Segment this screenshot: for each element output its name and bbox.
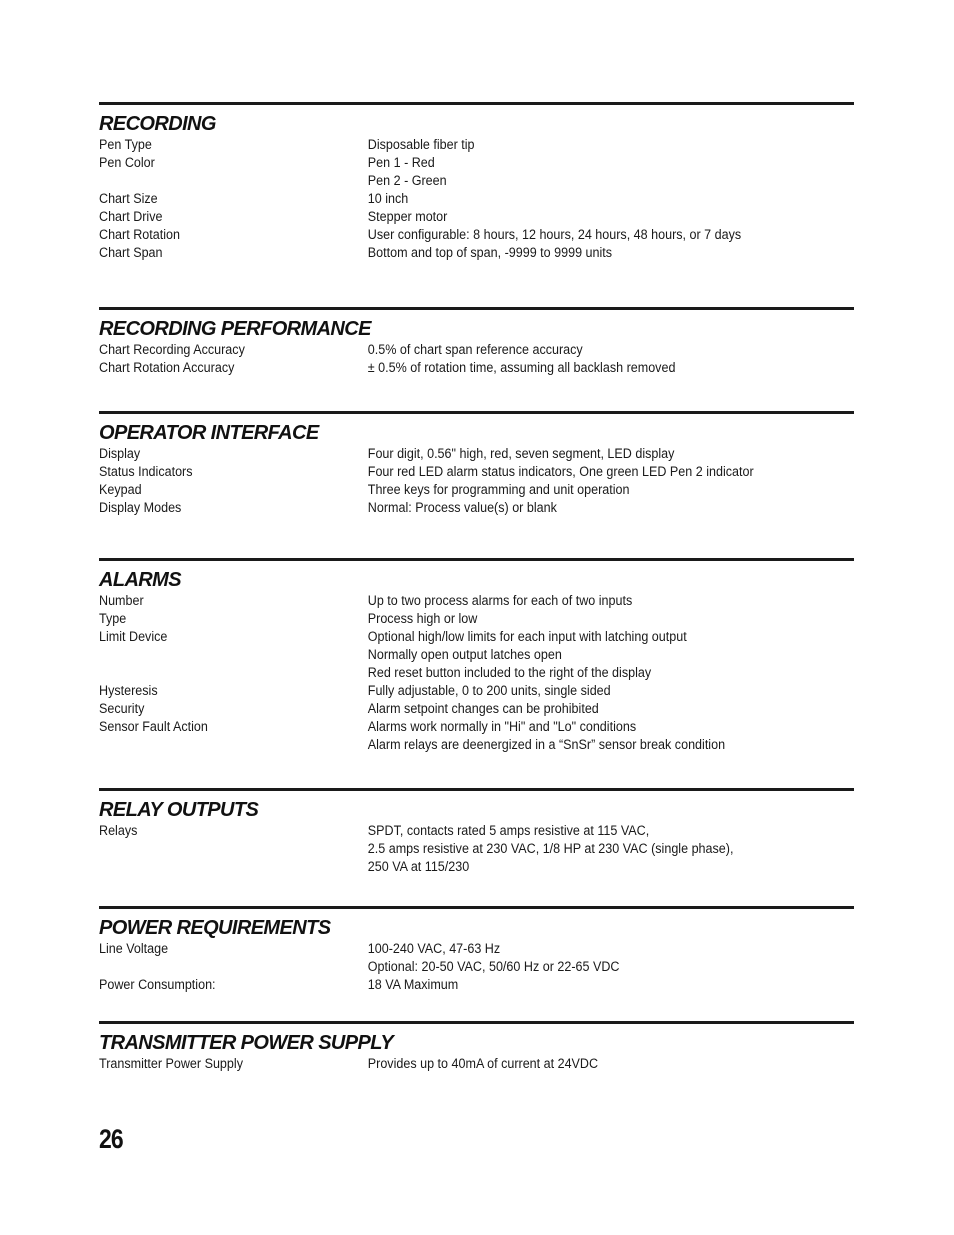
spec-row — [99, 718, 854, 736]
spec-value: Four digit, 0.56" high, red, seven segment, LED display — [367, 446, 675, 461]
spec-row — [99, 154, 854, 172]
spec-label: Chart Size — [99, 191, 158, 206]
section-heading: RELAY OUTPUTS — [99, 799, 259, 821]
spec-label: Pen Type — [99, 137, 152, 152]
spec-label: Chart Drive — [99, 209, 163, 224]
spec-value: 0.5% of chart span reference accuracy — [367, 342, 583, 357]
page-number: 26 — [99, 1124, 123, 1154]
spec-label: Number — [99, 593, 144, 608]
spec-label: Power Consumption: — [99, 977, 216, 992]
spec-row — [99, 700, 854, 718]
spec-row — [99, 646, 854, 664]
spec-row — [99, 244, 854, 262]
section-heading: ALARMS — [99, 569, 181, 591]
spec-rows — [99, 592, 854, 754]
spec-label: Status Indicators — [99, 464, 193, 479]
spec-value: SPDT, contacts rated 5 amps resistive at 115 VAC, — [367, 823, 650, 838]
spec-label: Hysteresis — [99, 683, 158, 698]
spec-label: Chart Rotation Accuracy — [99, 360, 235, 375]
spec-rows — [99, 822, 854, 876]
spec-row — [99, 208, 854, 226]
spec-value: Pen 1 - Red — [367, 155, 435, 170]
spec-row — [99, 682, 854, 700]
spec-row — [99, 1055, 854, 1073]
spec-row — [99, 958, 854, 976]
section-heading: RECORDING PERFORMANCE — [99, 318, 371, 340]
spec-value: Optional: 20-50 VAC, 50/60 Hz or 22-65 VDC — [367, 959, 620, 974]
spec-row — [99, 858, 854, 876]
section-divider — [99, 906, 854, 909]
section-alarms — [99, 558, 854, 754]
spec-label — [99, 858, 368, 876]
spec-value: Provides up to 40mA of current at 24VDC — [367, 1056, 599, 1071]
spec-row — [99, 136, 854, 154]
spec-row — [99, 445, 854, 463]
spec-value: Alarm setpoint changes can be prohibited — [367, 701, 599, 716]
spec-rows — [99, 940, 854, 994]
spec-label — [99, 172, 368, 190]
spec-row — [99, 840, 854, 858]
section-heading: TRANSMITTER POWER SUPPLY — [99, 1032, 394, 1054]
spec-label: Chart Span — [99, 245, 163, 260]
spec-rows — [99, 136, 854, 262]
spec-label: Display — [99, 446, 141, 461]
spec-value: Up to two process alarms for each of two inputs — [367, 593, 633, 608]
section-divider — [99, 558, 854, 561]
spec-label: Pen Color — [99, 155, 155, 170]
spec-label — [99, 646, 368, 664]
spec-label: Chart Rotation — [99, 227, 180, 242]
section-heading: RECORDING — [99, 113, 216, 135]
spec-label: Display Modes — [99, 500, 182, 515]
section-divider — [99, 411, 854, 414]
spec-label — [99, 840, 368, 858]
spec-rows — [99, 445, 854, 517]
spec-rows — [99, 1055, 854, 1073]
section-divider — [99, 1021, 854, 1024]
spec-row — [99, 822, 854, 840]
spec-row — [99, 190, 854, 208]
section-divider — [99, 307, 854, 310]
spec-value: 18 VA Maximum — [367, 977, 459, 992]
spec-row — [99, 499, 854, 517]
spec-label: Limit Device — [99, 629, 168, 644]
spec-row — [99, 359, 854, 377]
spec-row — [99, 664, 854, 682]
spec-value: 100-240 VAC, 47-63 Hz — [367, 941, 501, 956]
section-heading: OPERATOR INTERFACE — [99, 422, 319, 444]
spec-label: Security — [99, 701, 145, 716]
section-operator-interface — [99, 411, 854, 517]
spec-value: Three keys for programming and unit operation — [367, 482, 630, 497]
spec-value: Disposable fiber tip — [367, 137, 475, 152]
section-transmitter-power-supply — [99, 1021, 854, 1073]
spec-value: ± 0.5% of rotation time, assuming all backlash removed — [367, 360, 676, 375]
spec-row — [99, 976, 854, 994]
spec-row — [99, 628, 854, 646]
spec-value: Stepper motor — [367, 209, 448, 224]
section-divider — [99, 102, 854, 105]
section-heading: POWER REQUIREMENTS — [99, 917, 331, 939]
spec-label — [99, 958, 368, 976]
section-power-requirements — [99, 906, 854, 994]
spec-value: Normal: Process value(s) or blank — [367, 500, 557, 515]
spec-value: Process high or low — [367, 611, 478, 626]
spec-label: Line Voltage — [99, 941, 169, 956]
spec-row — [99, 592, 854, 610]
spec-label: Transmitter Power Supply — [99, 1056, 243, 1071]
spec-label: Type — [99, 611, 127, 626]
spec-row — [99, 226, 854, 244]
spec-label: Chart Recording Accuracy — [99, 342, 245, 357]
spec-label: Keypad — [99, 482, 142, 497]
spec-value: 250 VA at 115/230 — [367, 859, 470, 874]
spec-row — [99, 481, 854, 499]
section-recording — [99, 102, 854, 262]
spec-row — [99, 341, 854, 359]
section-divider — [99, 788, 854, 791]
spec-value: Pen 2 - Green — [367, 173, 447, 188]
spec-label — [99, 664, 368, 682]
spec-value: Optional high/low limits for each input with latching output — [367, 629, 687, 644]
spec-label: Sensor Fault Action — [99, 719, 208, 734]
spec-row — [99, 172, 854, 190]
spec-value: Alarms work normally in "Hi" and "Lo" conditions — [367, 719, 637, 734]
spec-value: 2.5 amps resistive at 230 VAC, 1/8 HP at 230 VAC (single phase), — [367, 841, 734, 856]
spec-row — [99, 610, 854, 628]
spec-row — [99, 736, 854, 754]
spec-value: Bottom and top of span, -9999 to 9999 units — [367, 245, 613, 260]
spec-value: Four red LED alarm status indicators, One green LED Pen 2 indicator — [367, 464, 754, 479]
spec-value: 10 inch — [367, 191, 409, 206]
spec-value: Fully adjustable, 0 to 200 units, single sided — [367, 683, 611, 698]
spec-value: Alarm relays are deenergized in a “SnSr” sensor break condition — [367, 737, 726, 752]
section-recording-performance — [99, 307, 854, 377]
spec-value: Normally open output latches open — [367, 647, 562, 662]
spec-label — [99, 736, 368, 754]
section-relay-outputs — [99, 788, 854, 876]
spec-label: Relays — [99, 823, 138, 838]
spec-row — [99, 463, 854, 481]
spec-rows — [99, 341, 854, 377]
spec-value: Red reset button included to the right of the display — [367, 665, 652, 680]
spec-value: User configurable: 8 hours, 12 hours, 24 hours, 48 hours, or 7 days — [367, 227, 742, 242]
spec-row — [99, 940, 854, 958]
